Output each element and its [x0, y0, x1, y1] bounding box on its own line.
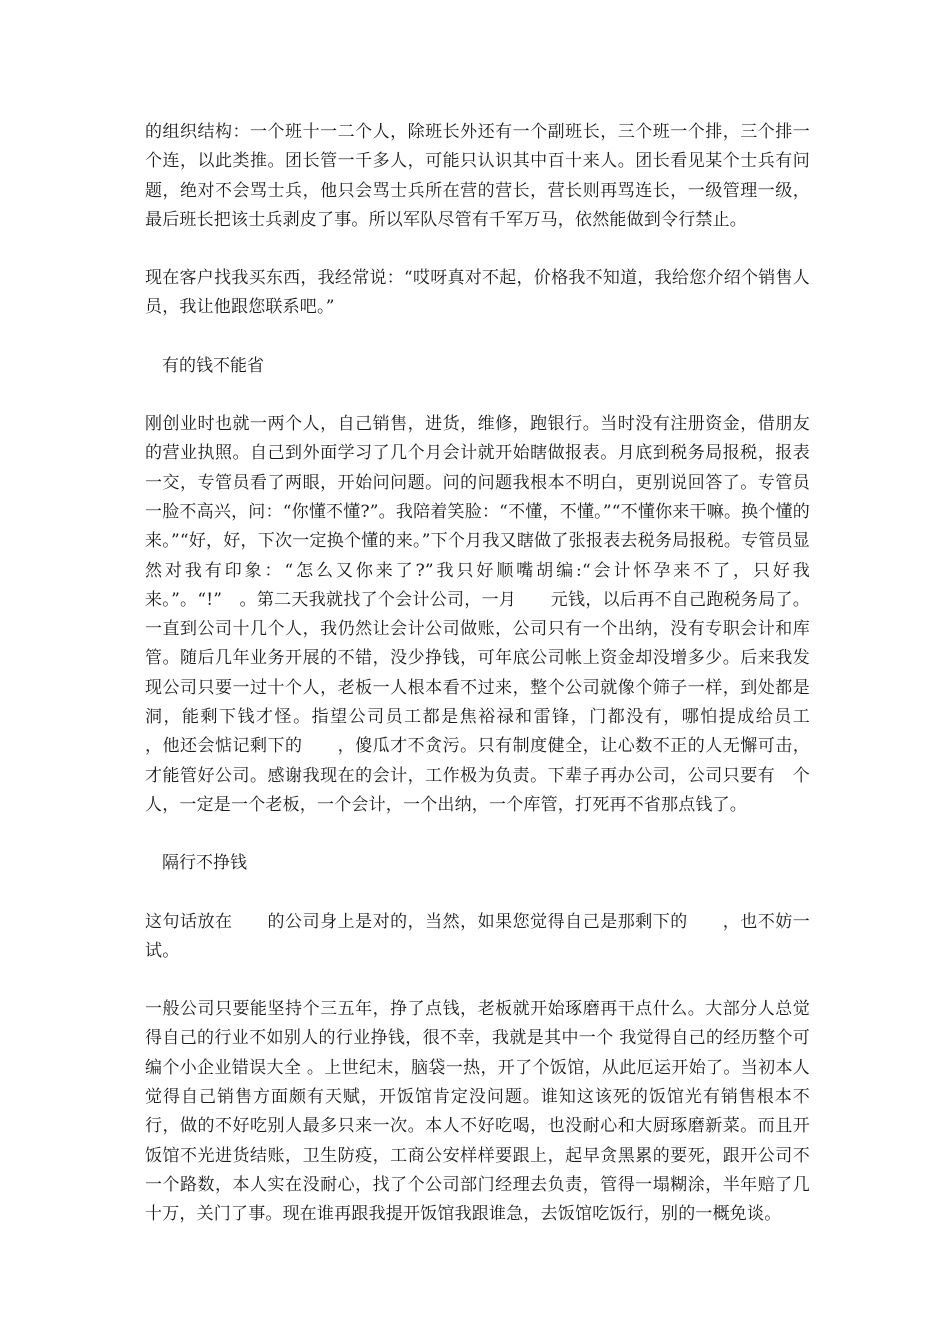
paragraph-military-structure: 的组织结构：一个班十一二个人，除班长外还有一个副班长，三个班一个排，三个排一个连，以此类推。团长管一千多人，可能只认识其中百十来人。团长看见某个士兵有问题，绝对不会骂士兵，他只会骂士兵所在营的营长，营长则再骂连长，一级管理一级，最后班长把该士兵剥皮了事。所以军队尽管有千军万马，依然能做到令行禁止。 — [145, 122, 810, 230]
paragraph-gap — [145, 966, 810, 995]
paragraph-customer-reply: 现在客户找我买东西，我经常说：“哎呀真对不起，价格我不知道，我给您介绍个销售人员，我让他跟您联系吧。” — [145, 268, 810, 318]
paragraph-gap — [145, 235, 810, 264]
paragraph-gap — [145, 323, 810, 352]
section-heading-save-money: 有的钱不能省 — [162, 355, 264, 376]
paragraph-gap — [145, 381, 810, 410]
paragraph-startup-accounting: 刚创业时也就一两个人，自己销售，进货，维修，跑银行。当时没有注册资金，借朋友的营业执照。自己到外面学习了几个月会计就开始瞎做报表。月底到税务局报税，报表一交，专管员看了两眼，开始问问题。问的问题我根本不明白，更别说回答了。专管员一脸不高兴，问：“你懂不懂?”。我陪着笑脸：“不懂，不懂。”“不懂你来干嘛。换个懂的来。”“好，好，下次一定换个懂的来。”下个月我又瞎做了张报表去税务局报税。专管员显然对我有印象：“怎么又你来了?”我只好顺嘴胡编:“会计怀孕来不了，只好我来。”。“!” 。第二天我就找了个会计公司，一月 元钱，以后再不自己跑税务局了。一直到公司十几个人，我仍然让会计公司做账，公司只有一个出纳，没有专职会计和库管。随后几年业务开展的不错，没少挣钱，可年底公司帐上资金却没增多少。后来我发现公司只要一过十个人，老板一人根本看不过来，整个公司就像个筛子一样，到处都是洞，能剩下钱才怪。指望公司员工都是焦裕禄和雷锋，门都没有，哪怕提成给员工 ，他还会惦记剩下的 ，傻瓜才不贪污。只有制度健全，让心数不正的人无懈可击，才能管好公司。感谢我现在的会计，工作极为负责。下辈子再办公司，公司只要有 个人，一定是一个老板，一个会计，一个出纳，一个库管，打死再不省那点钱了。 — [145, 414, 845, 815]
section-heading-cross-industry: 隔行不挣钱 — [162, 853, 247, 874]
paragraph-restaurant-story: 一般公司只要能坚持个三五年，挣了点钱，老板就开始琢磨再干点什么。大部分人总觉得自己的行业不如别人的行业挣钱，很不幸，我就是其中一个 我觉得自己的经历整个可编个小企业错误大全 。上世纪末，脑袋一热，开了个饭馆，从此厄运开始了。当初本人觉得自己销售方面颇有天赋，开饭馆肯定没问题。谁知这该死的饭馆光有销售根本不行，做的不好吃别人最多只来一次。本人不好吃喝，也没耐心和大厨琢磨新菜。而且开饭馆不光进货结账，卫生防疫，工商公安样样要跟上，起早贪黑累的要死，跟开公司不一个路数，本人实在没耐心，找了个公司部门经理去负责，管得一塌糊涂，半年赔了几十万，关门了事。现在谁再跟我提开饭馆我跟谁急，去饭馆吃饭行，别的一概免谈。 — [145, 999, 810, 1225]
document-page — [145, 118, 845, 1230]
paragraph-saying: 这句话放在 的公司身上是对的，当然，如果您觉得自己是那剩下的 ，也不妨一试。 — [145, 911, 810, 961]
paragraph-gap — [145, 879, 810, 908]
paragraph-gap — [145, 820, 810, 849]
